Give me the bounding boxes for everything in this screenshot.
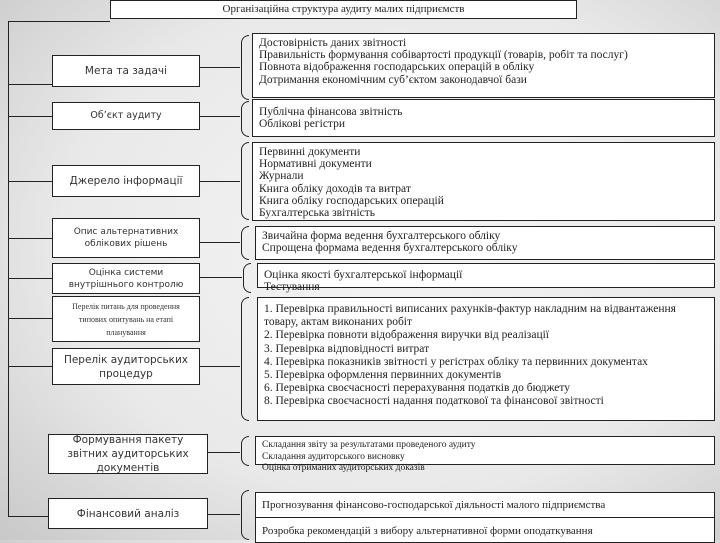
category-reporting-package: [48, 434, 208, 474]
brace: [241, 490, 249, 540]
trunk-line: [8, 21, 9, 517]
detail-item: 2. Перевірка повноти відображення виручки від реалізації: [264, 329, 549, 342]
detail-item: Нормативні документи: [259, 158, 372, 171]
connector: [8, 238, 52, 239]
connector: [200, 242, 240, 243]
detail-item: Оцінка отриманих аудиторських доказів: [262, 463, 425, 473]
details-alt-decisions: [255, 226, 715, 260]
details-internal-control: [257, 263, 715, 294]
category-label: Формування пакету звітних аудиторських документів: [67, 434, 189, 474]
connector: [200, 67, 240, 68]
category-goals: [52, 55, 200, 87]
connector: [208, 514, 240, 515]
connector: [8, 366, 52, 367]
detail-item: Правильність формування собівартості продукції (товарів, робіт та послуг): [259, 49, 628, 62]
category-questions-list: [52, 296, 200, 342]
detail-item: Оцінка якості бухгалтерської інформації: [264, 269, 463, 281]
detail-item: Первинні документи: [259, 146, 361, 158]
connector: [8, 116, 52, 117]
connector: [8, 516, 48, 517]
connector: [8, 181, 52, 182]
category-info-source: [52, 165, 200, 197]
connector: [8, 318, 52, 319]
connector: [200, 181, 240, 182]
detail-item: 1. Перевірка правильності виписаних рахунків-фактур накладним на відвантаження товару, актам виконаних робіт: [264, 303, 676, 329]
detail-item: Тестування: [264, 281, 320, 294]
detail-item: 5. Перевірка оформлення первинних документів: [264, 369, 502, 382]
detail-item: 8. Перевірка своєчасності надання податкової та фінансової звітності: [264, 395, 604, 408]
category-label: Опис альтернативних облікових рішень: [73, 227, 179, 249]
detail-item: Книга обліку господарських операцій: [259, 194, 444, 207]
brace: [241, 226, 249, 260]
details-procedures: [257, 297, 715, 421]
connector: [200, 116, 240, 117]
category-label: Перелік питань для проведення типових опитувань на етапі планування: [72, 301, 180, 337]
brace: [241, 35, 249, 100]
detail-item: Публічна фінансова звітність: [259, 106, 403, 118]
details-financial-analysis-1: [255, 492, 715, 518]
detail-item: Повнота відображення господарських операцій в обліку: [259, 61, 535, 74]
detail-item: Облікові регістри: [259, 118, 345, 131]
category-label: Фінансовий аналіз: [76, 507, 180, 520]
detail-item: Звичайна форма ведення бухгалтерського обліку: [262, 230, 501, 242]
category-audit-object: [52, 102, 200, 130]
category-label: Перелік аудиторських процедур: [63, 353, 189, 380]
connector: [8, 278, 52, 279]
detail-item: Книга обліку доходів та витрат: [259, 182, 411, 195]
detail-item: Складання звіту за результатами проведеного аудиту: [262, 440, 476, 450]
category-label: Мета та задачі: [84, 65, 168, 77]
detail-item: Дотримання економічним суб’єктом законодавчої бази: [259, 73, 527, 86]
details-goals: [252, 33, 715, 98]
detail-item: 4. Перевірка показників звітності у регістрах обліку та первинних документах: [264, 355, 648, 368]
details-info-source: [252, 142, 715, 221]
brace: [241, 297, 249, 421]
brace: [241, 142, 249, 220]
category-label: Об’єкт аудиту: [90, 110, 162, 121]
category-procedures: [52, 348, 200, 385]
detail-item: Прогнозування фінансово-господарської діяльності малого підприємства: [262, 499, 606, 511]
detail-item: Спрощена формама ведення бухгалтерського обліку: [262, 242, 518, 255]
detail-item: 3. Перевірка відповідності витрат: [264, 342, 430, 355]
category-internal-control: [52, 263, 200, 294]
detail-item: 6. Перевірка своєчасності перерахування податків до бюджету: [264, 382, 570, 395]
detail-item: Журнали: [259, 170, 304, 183]
diagram-title: Організаційна структура аудиту малих підприємств: [110, 0, 577, 19]
connector: [8, 84, 52, 85]
details-reporting-package: [255, 436, 715, 473]
brace: [243, 263, 251, 293]
detail-item: Достовірність даних звітності: [259, 37, 407, 49]
detail-item: Бухгалтерська звітність: [259, 207, 376, 220]
category-label: Оцінка системи внутрішнього контролю: [68, 267, 184, 290]
brace: [241, 101, 249, 137]
category-financial-analysis: [48, 498, 208, 529]
brace: [241, 436, 249, 466]
connector: [8, 21, 110, 22]
category-label: Джерело інформації: [69, 175, 183, 187]
connector: [200, 277, 242, 278]
detail-item: Складання аудиторського висновку: [262, 451, 405, 462]
category-alt-decisions: [52, 218, 200, 258]
details-financial-analysis-2: [255, 517, 715, 543]
connector: [208, 452, 240, 453]
details-audit-object: [252, 99, 715, 137]
detail-item: Розробка рекомендацій з вибору альтернативної форми оподаткування: [262, 525, 593, 537]
connector: [200, 366, 240, 367]
